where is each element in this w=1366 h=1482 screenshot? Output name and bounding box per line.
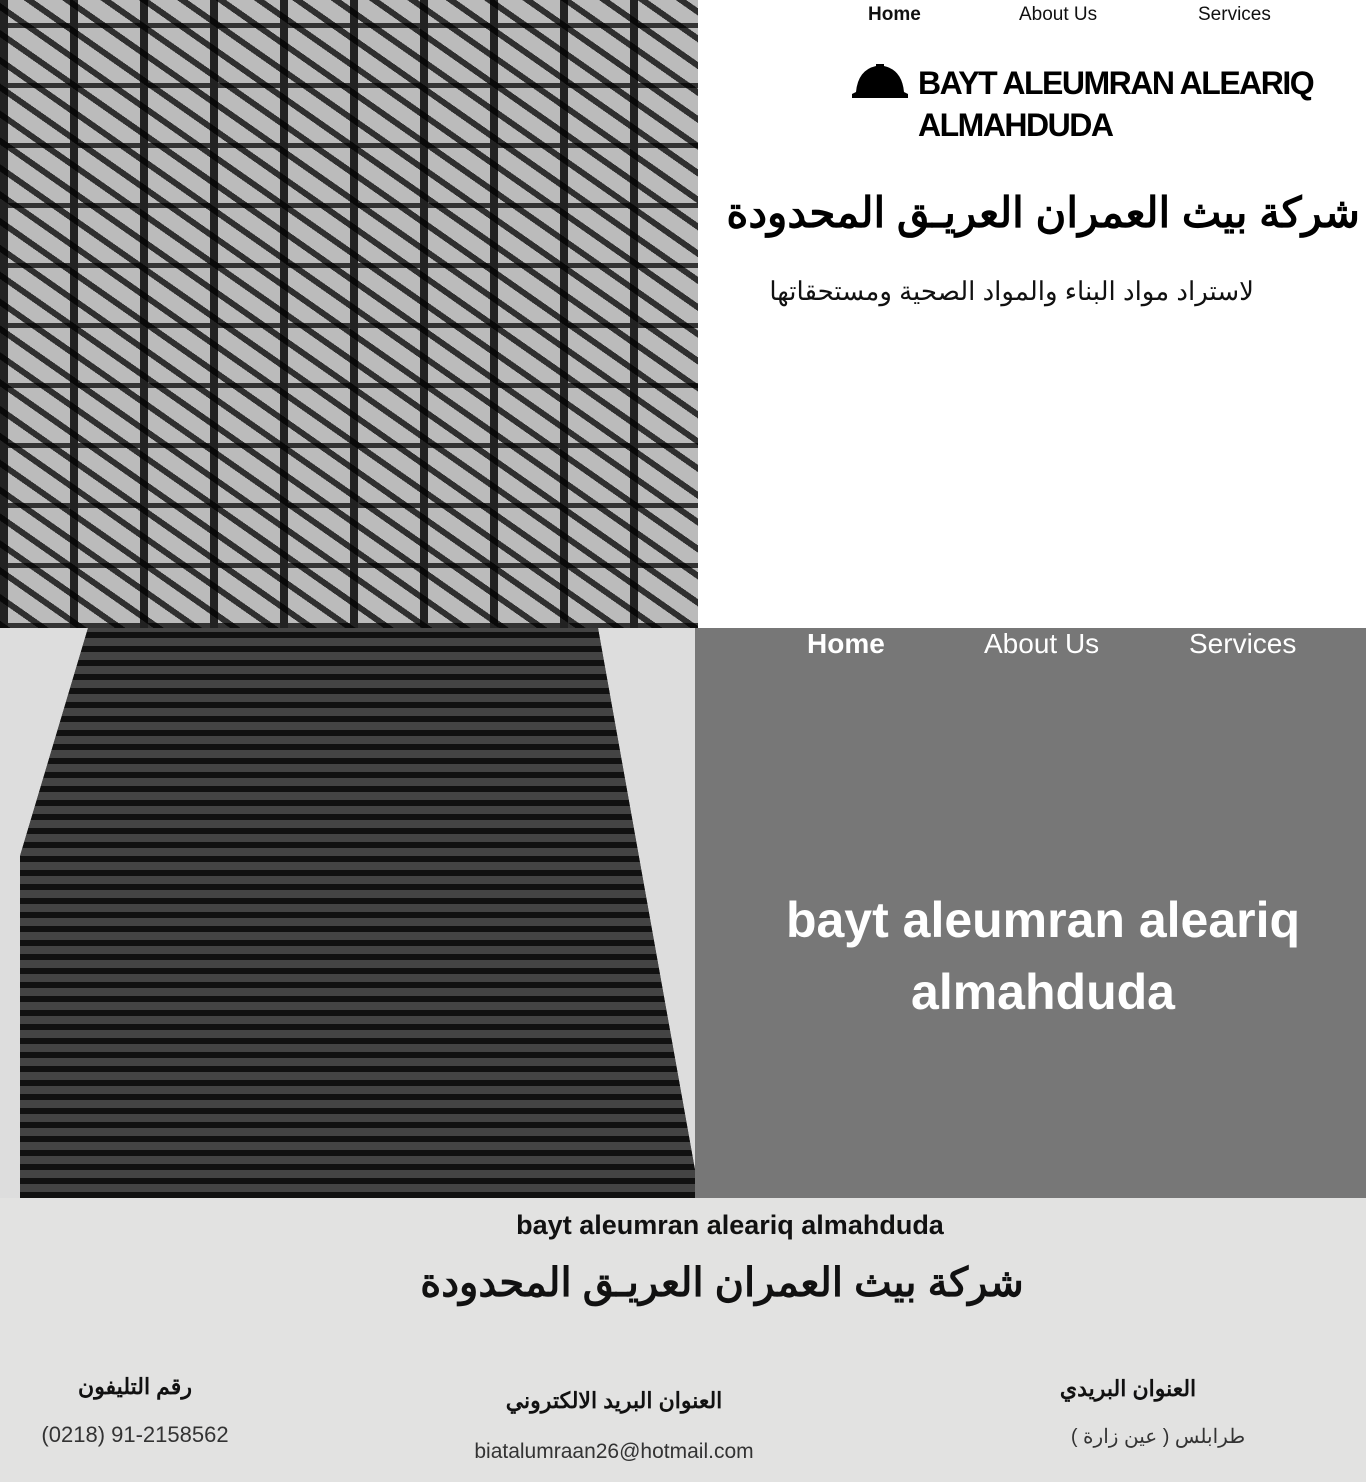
hero-title: شركة بيث العمران العريـق المحدودة <box>726 189 1360 236</box>
nav-home[interactable]: Home <box>868 4 921 25</box>
footer <box>0 1198 1366 1482</box>
staircase-image <box>0 0 698 628</box>
section-title: bayt aleumran aleariq almahduda <box>785 892 1301 1020</box>
nav-services[interactable]: Services <box>1189 628 1297 659</box>
phone-value[interactable]: (0218) 91-2158562 <box>41 1422 229 1447</box>
hard-hat-icon <box>852 62 908 98</box>
email-link[interactable]: biatalumraan26@hotmail.com <box>474 1440 754 1463</box>
address-value: طرابلس ( عين زارة ) <box>1070 1426 1246 1448</box>
hero-subtitle: لاستراد مواد البناء والمواد الصحية ومستحقاتها <box>769 276 1254 306</box>
nav-about[interactable]: About Us <box>984 628 1100 659</box>
footer-name-en: bayt aleumran aleariq almahduda <box>516 1210 944 1240</box>
email-label: العنوان البريد الالكتروني <box>505 1388 723 1413</box>
footer-name-ar: شركة بيث العمران العريـق المحدودة <box>420 1261 1024 1305</box>
nav-home[interactable]: Home <box>807 628 885 659</box>
nav-about[interactable]: About Us <box>1019 4 1098 25</box>
phone-label: رقم التليفون <box>78 1374 192 1399</box>
brand-name[interactable]: BAYT ALEUMRAN ALEARIQ ALMAHDUDA <box>918 65 1314 143</box>
nav-services[interactable]: Services <box>1198 4 1271 25</box>
tower-image <box>0 628 695 1198</box>
address-label: العنوان البريدي <box>1059 1376 1197 1401</box>
